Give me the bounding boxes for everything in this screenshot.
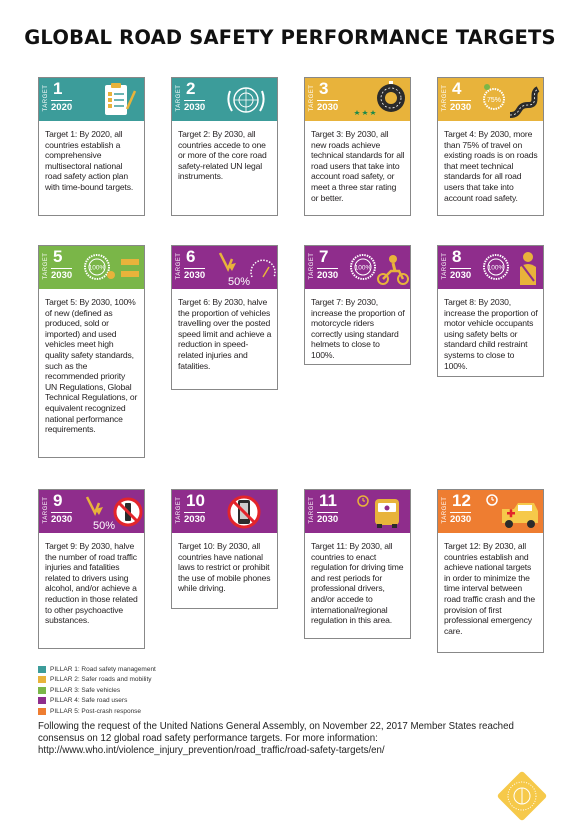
target-number: 5 (53, 247, 63, 266)
target-label: TARGET (176, 84, 182, 112)
target-number: 3 (319, 79, 329, 98)
target-description: Target 11: By 2030, all countries to enact regulation for driving time and rest periods for professional drivers, and/or accede to international/regional regulation in this area. (311, 541, 404, 626)
card-header (305, 78, 410, 121)
checklist-icon (83, 81, 143, 119)
no-alcohol-icon (83, 493, 143, 531)
target-card-4 (437, 77, 544, 216)
target-number: 12 (452, 491, 471, 510)
target-description: Target 9: By 2030, halve the number of road traffic injuries and fatalities related to drivers using alcohol, and/or achieve a reduction in those related to other psychoactive substances. (45, 541, 138, 626)
target-number: 7 (319, 247, 329, 266)
winding-road-icon (482, 81, 542, 119)
target-label: TARGET (43, 496, 49, 524)
legend-item (38, 696, 156, 707)
percent-label: 50% (93, 520, 116, 531)
target-year: 2030 (317, 102, 339, 113)
motorcycle-icon (349, 249, 409, 287)
target-label: TARGET (43, 84, 49, 112)
legend-swatch (38, 697, 46, 704)
target-label: TARGET (309, 84, 315, 112)
target-year: 2030 (450, 270, 472, 281)
target-description: Target 7: By 2030, increase the proportion of motorcycle riders correctly using standard helmets to close to 100%. (311, 297, 405, 360)
decade-of-action-badge-icon (494, 768, 550, 824)
percent-label: 50% (228, 276, 251, 287)
footer-note: Following the request of the United Nations General Assembly, on November 22, 2017 Member States reached consensus on 12 global road safety performance targets. For more information: http://www.who.int/violence_injury_prevention/road_traffic/road-safety-targets/en/ (38, 721, 514, 757)
target-card-3 (304, 77, 411, 216)
legend-swatch (38, 676, 46, 683)
legend-swatch (38, 666, 46, 673)
truck-clock-icon (349, 493, 409, 531)
legend-label: PILLAR 4: Safe road users (50, 697, 128, 705)
target-year: 2030 (317, 514, 339, 525)
card-header (305, 246, 410, 289)
vehicle-standards-icon (83, 249, 143, 287)
target-card-10 (171, 489, 278, 609)
no-phone-icon (216, 493, 276, 531)
target-description: Target 10: By 2030, all countries have national laws to restrict or prohibit the use of mobile phones while driving. (178, 541, 271, 594)
card-header (305, 490, 410, 533)
target-label: TARGET (176, 496, 182, 524)
target-number: 2 (186, 79, 196, 98)
target-card-6 (171, 245, 278, 390)
target-number: 6 (186, 247, 196, 266)
target-card-1 (38, 77, 145, 216)
target-year: 2030 (184, 270, 206, 281)
card-header (438, 490, 543, 533)
percent-label: 100% (88, 264, 106, 272)
target-description: Target 12: By 2030, all countries establish and achieve national targets in order to minimize the time interval between road traffic crash and the provision of first professional emergency care. (444, 541, 536, 636)
legend-label: PILLAR 3: Safe vehicles (50, 686, 121, 694)
target-year: 2030 (184, 102, 206, 113)
roundabout-icon (349, 81, 409, 119)
legend-label: PILLAR 2: Safer roads and mobility (50, 676, 152, 684)
legend-item (38, 664, 156, 675)
un-emblem-icon (216, 81, 276, 119)
target-label: TARGET (309, 252, 315, 280)
card-header (172, 490, 277, 533)
target-card-9 (38, 489, 145, 649)
target-year: 2030 (450, 514, 472, 525)
speedometer-icon (216, 249, 276, 287)
target-description: Target 2: By 2030, all countries accede to one or more of the core road safety-related UN legal instruments. (178, 129, 267, 182)
target-description: Target 1: By 2020, all countries establish a comprehensive multisectoral national road safety action plan with time-bound targets. (45, 129, 134, 192)
ambulance-icon (482, 493, 542, 531)
legend-item (38, 675, 156, 686)
target-number: 10 (186, 491, 205, 510)
target-description: Target 5: By 2030, 100% of new (defined as produced, sold or imported) and used vehicles meet high quality safety standards, such as the recommended priority UN Regulations, Global Technical Regulations, or equivalent recognized national performance requirements. (45, 297, 138, 435)
target-number: 9 (53, 491, 63, 510)
legend-label: PILLAR 5: Post-crash response (50, 707, 142, 715)
seatbelt-icon (482, 249, 542, 287)
target-number: 4 (452, 79, 462, 98)
target-description: Target 4: By 2030, more than 75% of travel on existing roads is on roads that meet technical standards for all road users that take into account road safety. (444, 129, 538, 203)
card-header (39, 490, 144, 533)
target-year: 2030 (317, 270, 339, 281)
target-description: Target 6: By 2030, halve the proportion of vehicles travelling over the posted speed limit and achieve a reduction in speed-related injuries and fatalities. (178, 297, 272, 371)
target-label: TARGET (176, 252, 182, 280)
target-label: TARGET (442, 252, 448, 280)
target-card-12 (437, 489, 544, 653)
percent-label: 100% (487, 264, 505, 272)
card-header (438, 246, 543, 289)
target-year: 2020 (51, 102, 73, 113)
target-label: TARGET (309, 496, 315, 524)
target-year: 2030 (450, 102, 472, 113)
target-label: TARGET (442, 84, 448, 112)
target-label: TARGET (442, 496, 448, 524)
card-header (39, 246, 144, 289)
pillar-legend (38, 664, 156, 717)
target-number: 1 (53, 79, 63, 98)
target-year: 2030 (51, 514, 73, 525)
legend-label: PILLAR 1: Road safety management (50, 665, 156, 673)
target-number: 8 (452, 247, 462, 266)
target-year: 2030 (51, 270, 73, 281)
legend-swatch (38, 687, 46, 694)
target-year: 2030 (184, 514, 206, 525)
page-title: GLOBAL ROAD SAFETY PERFORMANCE TARGETS (24, 26, 556, 49)
target-card-8 (437, 245, 544, 377)
target-card-5 (38, 245, 145, 458)
percent-label: 75% (486, 97, 502, 104)
target-description: Target 3: By 2030, all new roads achieve technical standards for all road users that take into account road safety, or meet a three star rating or better. (311, 129, 405, 203)
target-label: TARGET (43, 252, 49, 280)
target-card-7 (304, 245, 411, 365)
target-description: Target 8: By 2030, increase the proportion of motor vehicle occupants using safety belts or standard child restraint systems to close to 100%. (444, 297, 538, 371)
card-header (172, 246, 277, 289)
target-number: 11 (319, 491, 337, 510)
target-card-2 (171, 77, 278, 216)
legend-swatch (38, 708, 46, 715)
percent-label: 100% (354, 264, 372, 272)
card-header (438, 78, 543, 121)
card-header (39, 78, 144, 121)
legend-item (38, 706, 156, 717)
target-card-11 (304, 489, 411, 639)
legend-item (38, 685, 156, 696)
card-header (172, 78, 277, 121)
